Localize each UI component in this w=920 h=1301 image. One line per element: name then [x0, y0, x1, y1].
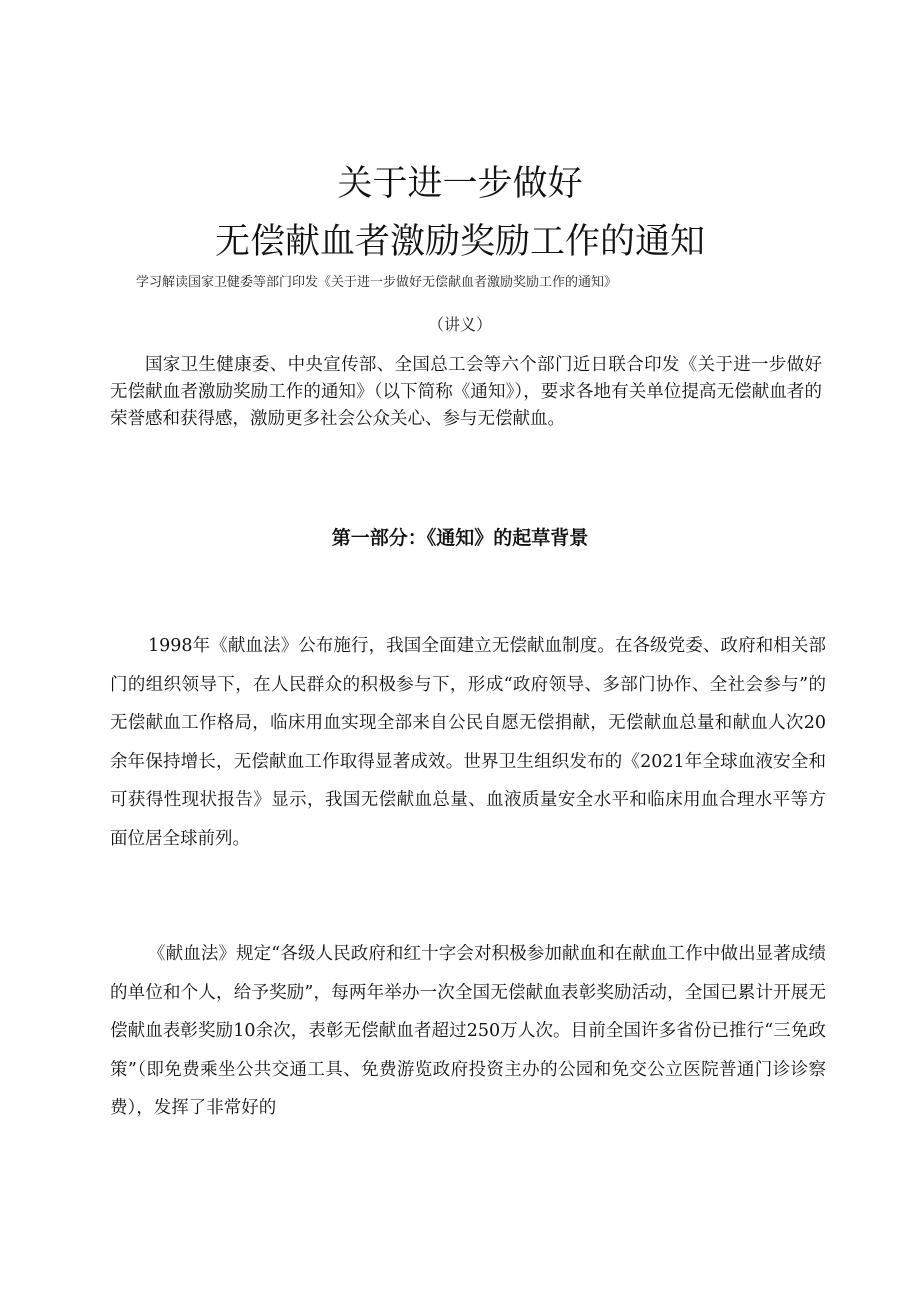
document-title-line-2: 无偿献血者激励奖励工作的通知 — [214, 222, 705, 262]
body-paragraph-2: 《献血法》规定“各级人民政府和红十字会对积极参加献血和在献血工作中做出显著成绩的单位和个人，给予奖励”，每两年举办一次全国无偿献血表彰奖励活动，全国已累计开展无偿献血表彰奖励10余次，表彰无偿献血者超过250万人次。目前全国许多省份已推行“三免政策”（即免费乘坐公共交通工具、免费游览政府投资主办的公园和免交公立医院普通门诊诊察费），发挥了非常好的 — [110, 944, 826, 1118]
body-paragraph-1: 1998年《献血法》公布施行，我国全面建立无偿献血制度。在各级党委、政府和相关部门的组织领导下，在人民群众的积极参与下，形成“政府领导、多部门协作、全社会参与”的无偿献血工作格局，临床用血实现全部来自公民自愿无偿捐献，无偿献血总量和献血人次20余年保持增长，无偿献血工作取得显著成效。世界卫生组织发布的《2021年全球血液安全和可获得性现状报告》显示，我国无偿献血总量、血液质量安全水平和临床用血合理水平等方面位居全球前列。 — [110, 636, 826, 849]
lecture-label: （讲义） — [427, 315, 492, 334]
section-heading-part-1: 第一部分：《通知》的起草背景 — [331, 527, 589, 549]
intro-paragraph: 国家卫生健康委、中央宣传部、全国总工会等六个部门近日联合印发《关于进一步做好无偿献血者激励奖励工作的通知》（以下简称《通知》），要求各地有关单位提高无偿献血者的荣誉感和获得感，激励更多社会公众关心、参与无偿献血。 — [110, 355, 822, 429]
document-subtitle: 学习解读国家卫健委等部门印发《关于进一步做好无偿献血者激励奖励工作的通知》 — [136, 275, 618, 290]
document-title-line-1: 关于进一步做好 — [337, 164, 583, 204]
